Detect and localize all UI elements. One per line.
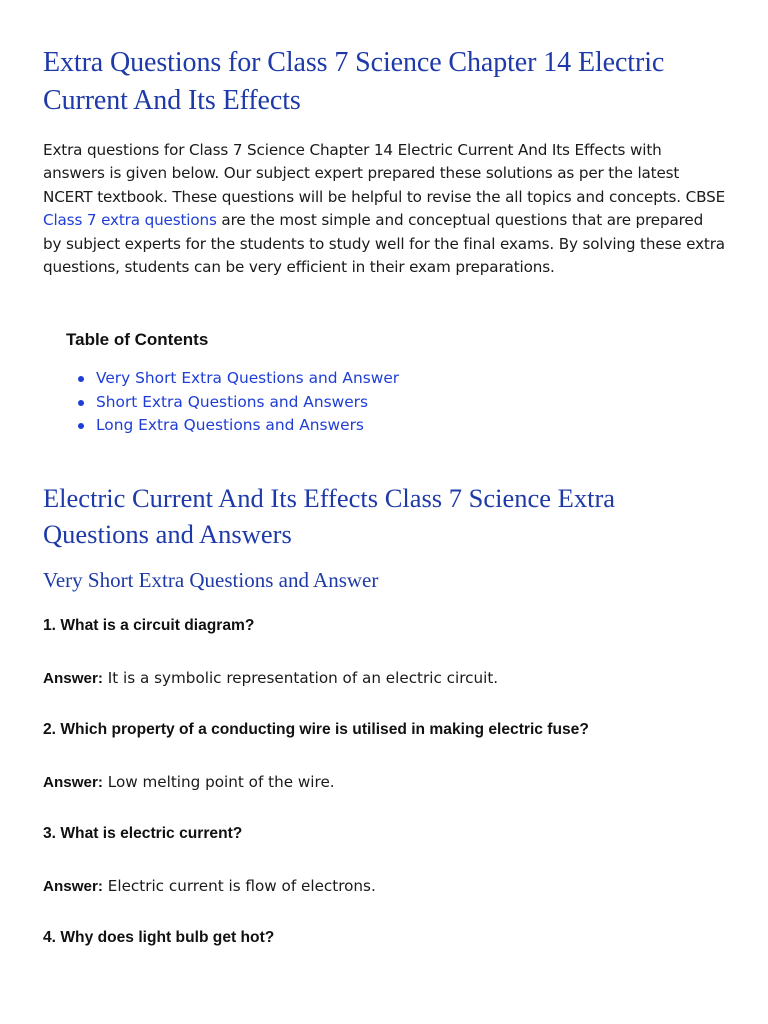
question-1: 1. What is a circuit diagram? bbox=[43, 616, 255, 634]
answer-text: Electric current is flow of electrons. bbox=[107, 876, 376, 895]
page-title: Extra Questions for Class 7 Science Chapter 14 Electric Current And Its Effects bbox=[43, 47, 665, 116]
answer-label: Answer: bbox=[43, 773, 103, 791]
question-4: 4. Why does light bulb get hot? bbox=[43, 928, 275, 946]
toc-link-long[interactable]: Long Extra Questions and Answers bbox=[96, 416, 364, 435]
answer-2 bbox=[43, 771, 726, 794]
toc-item bbox=[78, 414, 726, 438]
table-of-contents bbox=[66, 329, 726, 438]
intro-text-before: Extra questions for Class 7 Science Chapter 14 Electric Current And Its Effects with answers is given below. Our subject expert prepared these solutions as per the latest NCERT textbook. These questions will be helpful to revise the all topics and concepts. CBSE bbox=[43, 141, 726, 206]
toc-link-very-short[interactable]: Very Short Extra Questions and Answer bbox=[96, 369, 400, 388]
answer-1 bbox=[43, 667, 726, 690]
bullet-icon bbox=[78, 376, 84, 382]
toc-item bbox=[78, 367, 726, 391]
section-heading: Electric Current And Its Effects Class 7 Science Extra Questions and Answers bbox=[43, 482, 616, 549]
answer-label: Answer: bbox=[43, 877, 103, 895]
toc-list bbox=[66, 367, 726, 438]
bullet-icon bbox=[78, 400, 84, 406]
intro-text-after: are the most simple and conceptual questions that are prepared by subject experts for the students to study well for the final exams. By solving these extra questions, students can be very efficient in their exam preparations. bbox=[43, 211, 725, 277]
class-7-extra-questions-link[interactable]: Class 7 extra questions bbox=[43, 211, 217, 230]
question-3: 3. What is electric current? bbox=[43, 824, 243, 842]
answer-label: Answer: bbox=[43, 669, 103, 687]
answer-text: Low melting point of the wire. bbox=[107, 772, 335, 791]
answer-text: It is a symbolic representation of an electric circuit. bbox=[107, 668, 499, 687]
bullet-icon bbox=[78, 423, 84, 429]
intro-paragraph bbox=[43, 139, 726, 279]
question-2: 2. Which property of a conducting wire is utilised in making electric fuse? bbox=[43, 720, 589, 738]
answer-3 bbox=[43, 875, 726, 898]
toc-link-short[interactable]: Short Extra Questions and Answers bbox=[96, 392, 369, 411]
toc-title: Table of Contents bbox=[66, 330, 209, 350]
subsection-heading: Very Short Extra Questions and Answer bbox=[43, 567, 379, 592]
toc-item bbox=[78, 391, 726, 415]
